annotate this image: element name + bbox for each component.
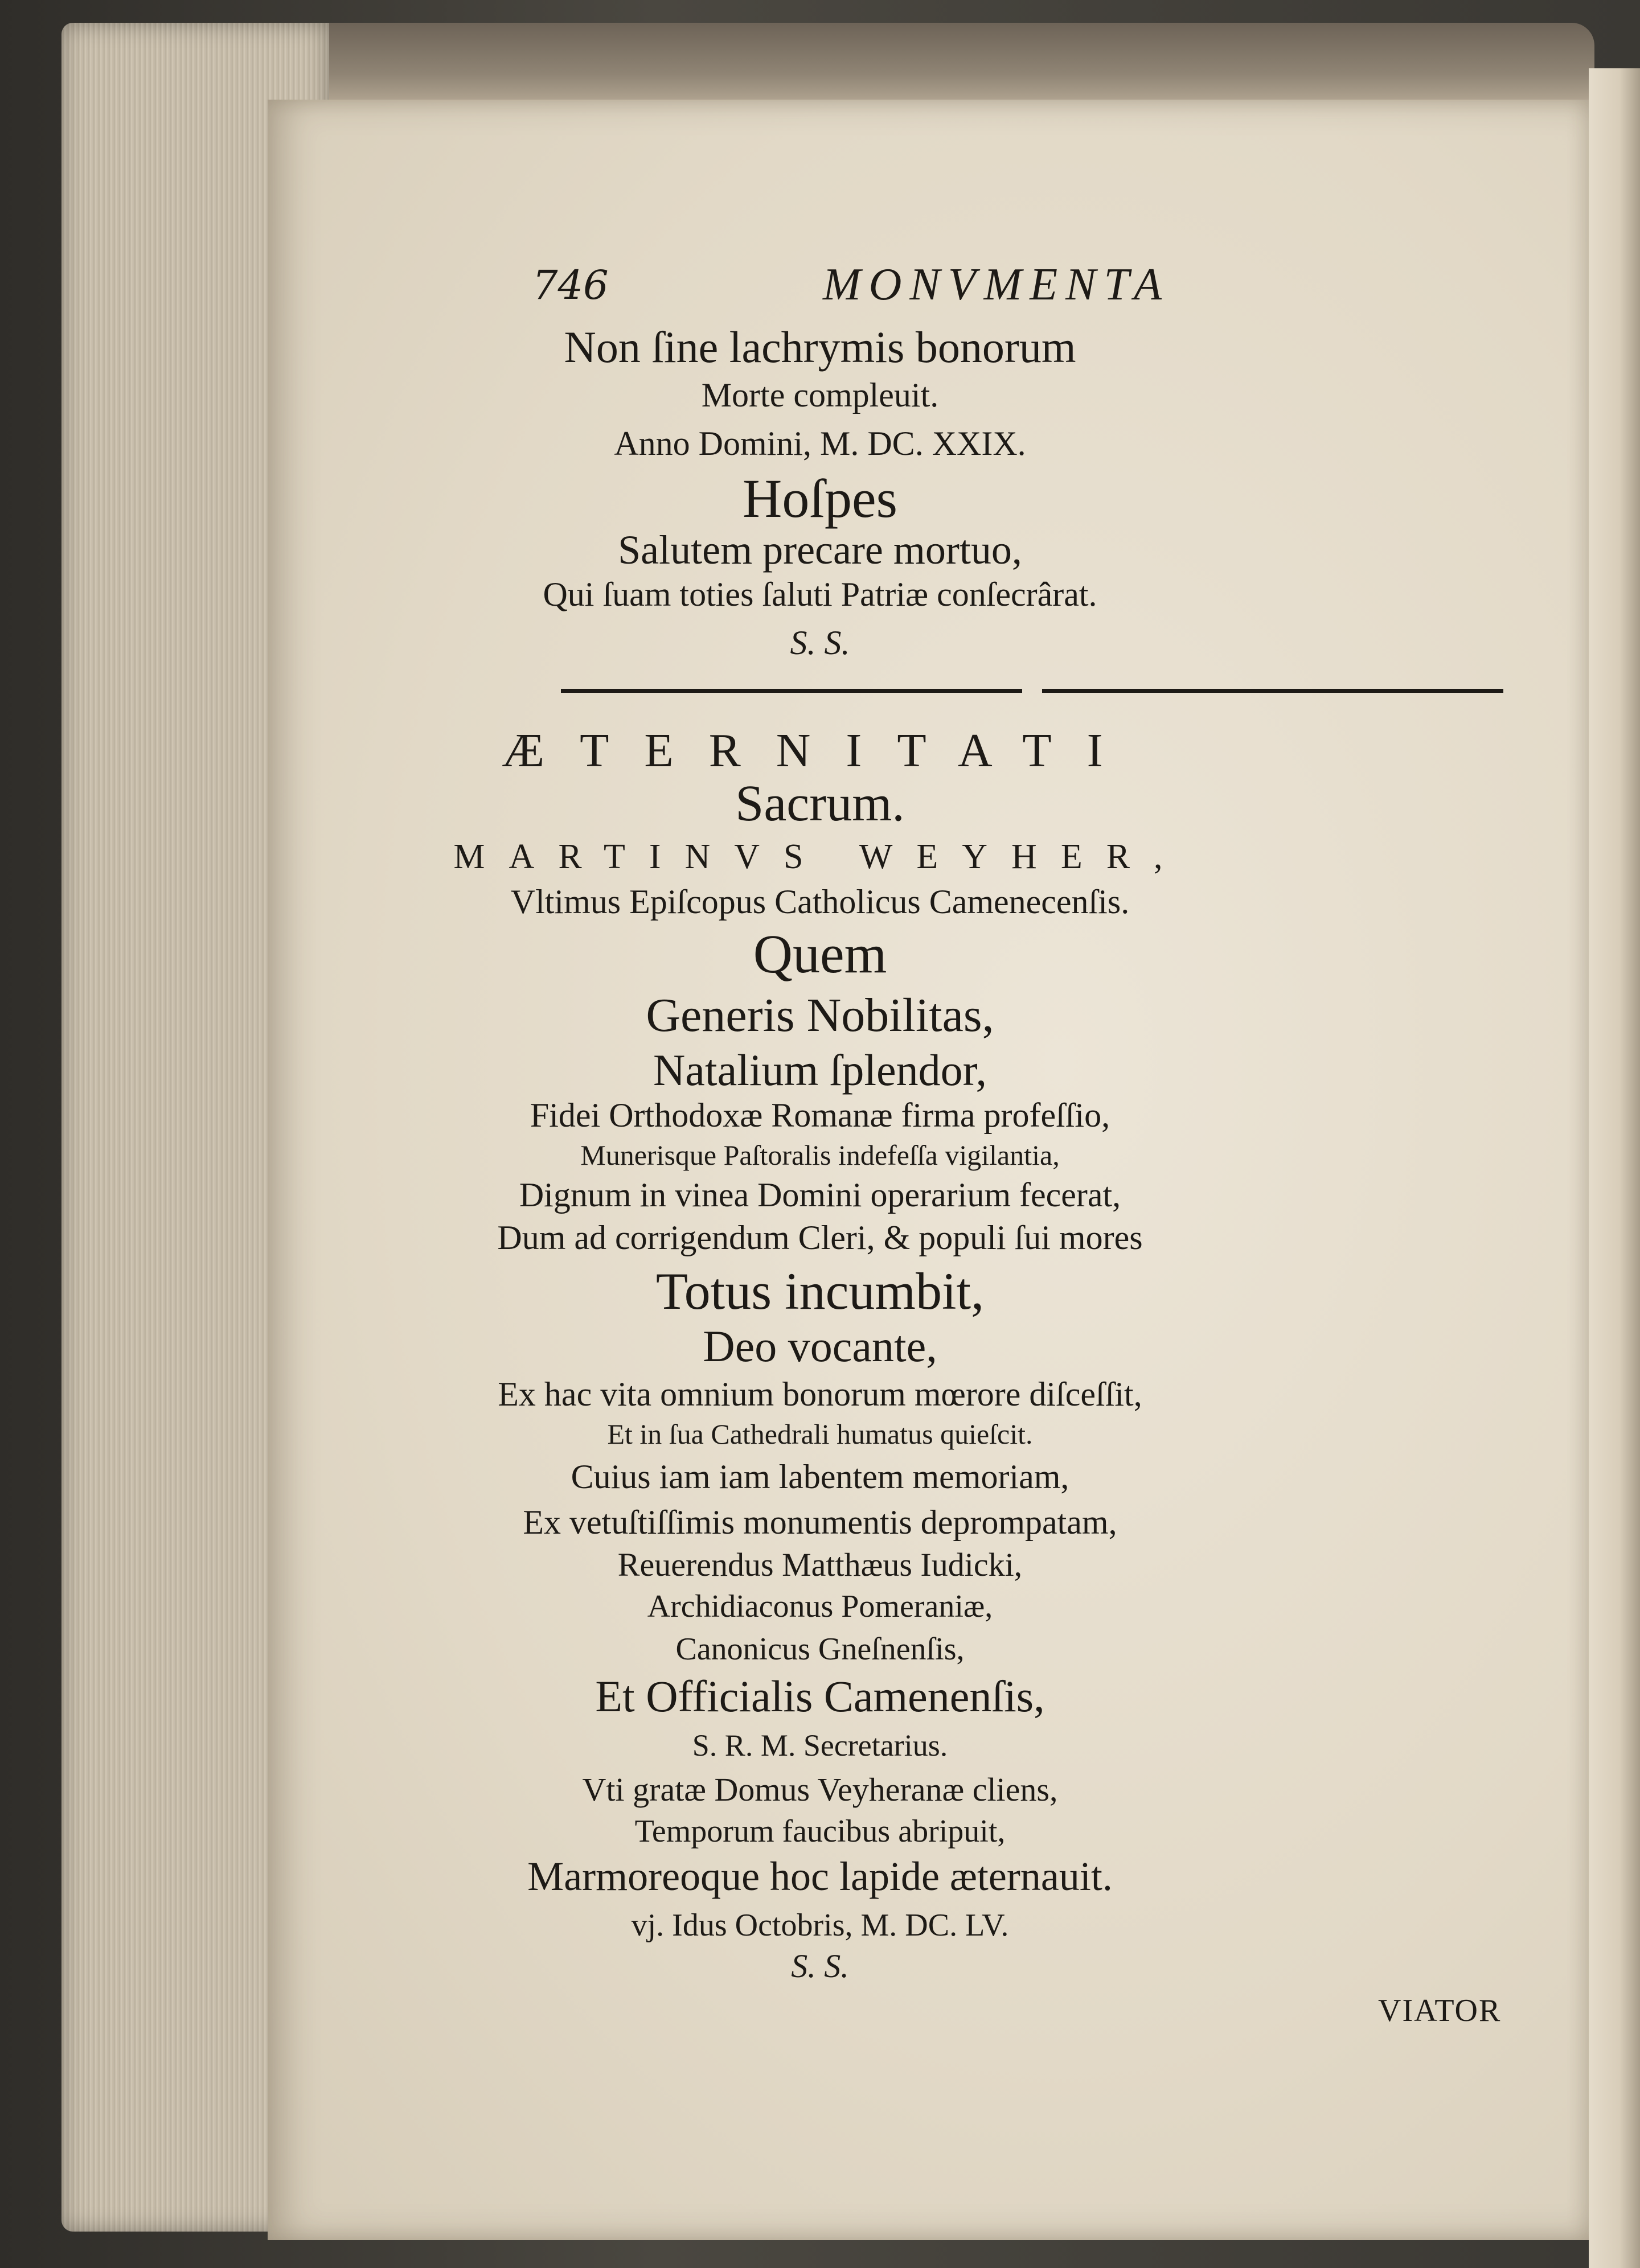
inscription-line: Vltimus Epiſcopus Catholicus Camenecenſis. bbox=[510, 883, 1130, 921]
inscription-line: Marmoreoque hoc lapide æternauit. bbox=[527, 1854, 1113, 1899]
inscription-line: Fidei Orthodoxæ Romanæ firma profeſſio, bbox=[530, 1096, 1110, 1134]
book-top-edge bbox=[114, 23, 1594, 108]
inscription-line: Generis Nobilitas, bbox=[646, 989, 994, 1042]
inscription-line: Temporum faucibus abripuit, bbox=[634, 1814, 1006, 1849]
inscription-line: Quem bbox=[753, 923, 887, 984]
separator-rule-right bbox=[1042, 689, 1503, 693]
inscription-line: Totus incumbit, bbox=[655, 1262, 985, 1320]
inscription-line: vj. Idus Octobris, M. DC. LV. bbox=[631, 1908, 1009, 1943]
inscription-line: Natalium ſplendor, bbox=[653, 1045, 987, 1095]
inscription-line: Qui ſuam toties ſaluti Patriæ conſecrârat. bbox=[543, 576, 1097, 613]
inscription-line: Vti gratæ Domus Veyheranæ cliens, bbox=[582, 1771, 1058, 1808]
separator-rule-left bbox=[561, 689, 1022, 693]
inscription-line: Morte compleuit. bbox=[701, 376, 939, 414]
inscription-line: Deo vocante, bbox=[703, 1321, 937, 1371]
inscription-line: S. S. bbox=[791, 1947, 849, 1984]
inscription-line: Anno Domini, M. DC. XXIX. bbox=[614, 425, 1026, 462]
inscription-line: Non ſine lachrymis bonorum bbox=[564, 322, 1076, 372]
inscription-line: MARTINVS WEYHER, bbox=[453, 837, 1187, 876]
inscription-line: Canonicus Gneſnenſis, bbox=[675, 1632, 965, 1667]
inscription-line: Et in ſua Cathedrali humatus quieſcit. bbox=[607, 1418, 1033, 1450]
inscription-line: ÆTERNITATI bbox=[502, 724, 1138, 777]
inscription-line: S. R. M. Secretarius. bbox=[692, 1728, 948, 1762]
inscription-line: S. S. bbox=[790, 624, 850, 662]
catchword: VIATOR bbox=[1378, 1993, 1502, 2028]
inscription-line: Cuius iam iam labentem memoriam, bbox=[571, 1458, 1069, 1495]
inscription-line: Dignum in vinea Domini operarium fecerat, bbox=[519, 1176, 1121, 1214]
inscription-line: Dum ad corrigendum Cleri, & populi ſui mores bbox=[497, 1219, 1143, 1256]
inscription-line: Ex vetuſtiſſimis monumentis deprompatam, bbox=[523, 1503, 1117, 1541]
page-number: 746 bbox=[532, 262, 609, 309]
running-head: MONVMENTA bbox=[823, 260, 1170, 310]
inscription-line: Hoſpes bbox=[743, 468, 897, 529]
inscription-line: Et Officialis Camenenſis, bbox=[595, 1671, 1045, 1721]
inscription-line: Sacrum. bbox=[735, 775, 905, 832]
inscription-line: Salutem precare mortuo, bbox=[618, 527, 1022, 573]
inscription-line: Archidiaconus Pomeraniæ, bbox=[647, 1589, 993, 1624]
inscription-line: Munerisque Paſtoralis indefeſſa vigilantia, bbox=[580, 1139, 1060, 1171]
inscription-line: Ex hac vita omnium bonorum mœrore diſceſſit, bbox=[498, 1375, 1142, 1413]
inscription-line: Reuerendus Matthæus Iudicki, bbox=[617, 1546, 1023, 1583]
